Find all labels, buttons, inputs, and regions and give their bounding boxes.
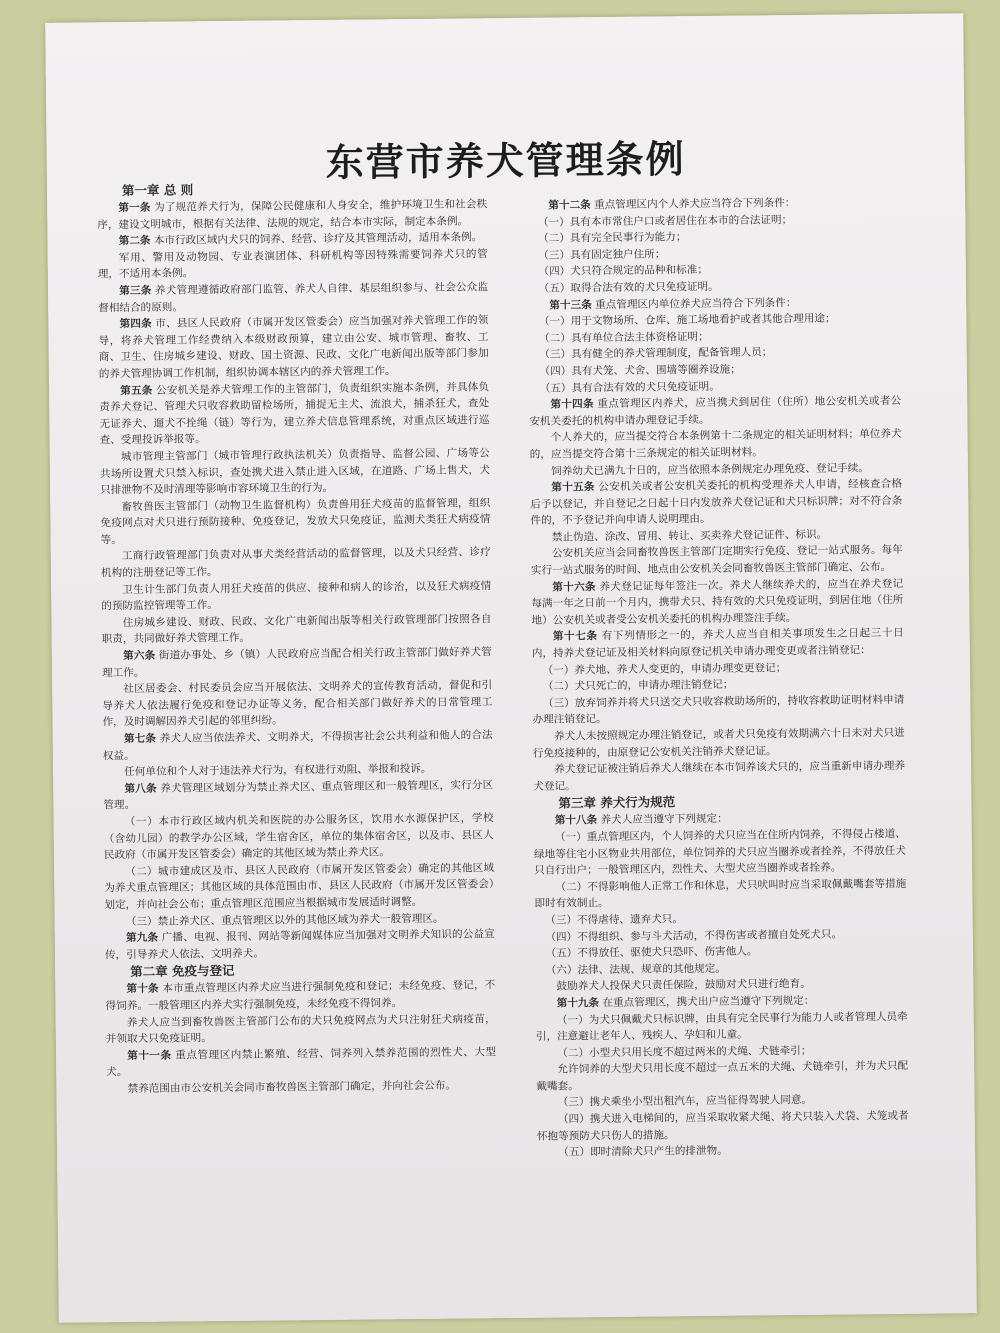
- article-paragraph: （二）城市建成区及市、县区人民政府（市属开发区管委会）确定的其他区域为养犬重点管理区；其他区域的具体范围由市、县区人民政府（市属开发区管委会）划定，并向社会公布；重点管理区范围应当根据城市发展适时调整。: [104, 861, 495, 912]
- article-paragraph: 城市管理主管部门（城市管理行政执法机关）负责指导、监督公园、广场等公共场所设置犬只禁入标识，查处携犬进入禁止进入区域，在道路、广场上售犬，犬只排泄物不及时清理等影响市容环境卫生的行为。: [99, 447, 490, 497]
- chapter-heading: 第三章 养犬行为规范: [558, 794, 676, 811]
- article-number: 第十三条: [549, 298, 592, 312]
- article-paragraph: 个人养犬的，应当提交符合本条例第十二条规定的相关证明材料；单位养犬的，应当提交符合第十三条规定的相关证明材料。: [529, 428, 902, 461]
- article-paragraph: （四）携犬进入电梯间的，应当采取收紧犬绳、将犬只装入犬袋、犬笼或者怀抱等预防犬只伤人的措施。: [536, 1109, 909, 1143]
- clause-item: （四）具有犬笼、犬舍、围墙等圈养设施；: [539, 363, 741, 378]
- article-paragraph: 饲养幼犬已满九十日的，应当依照本条例规定办理免疫、登记手续。: [551, 461, 869, 478]
- article-number: 第四条: [119, 317, 152, 331]
- article-paragraph: 第十一条 重点管理区内禁止繁殖、经营、饲养列入禁养范围的烈性犬、大型犬。: [106, 1045, 497, 1079]
- article-paragraph: 畜牧兽医主管部门（动物卫生监督机构）负责兽用狂犬疫苗的监督管理，组织免疫网点对犬只进行预防接种、免疫登记，发放犬只免疫证，监测犬类狂犬病疫情等。: [100, 496, 491, 547]
- chapter-heading: 第一章 总 则: [121, 182, 194, 199]
- article-paragraph: 第六条 街道办事处、乡（镇）人民政府应当配合相关行政主管部门做好养犬管理工作。: [101, 646, 492, 679]
- article-number: 第十五条: [551, 481, 595, 494]
- article-paragraph: 第五条 公安机关是养犬管理工作的主管部门，负责组织实施本条例，并具体负责养犬登记、管理犬只收容救助留检场所，捕捉无主犬、流浪犬，捕杀狂犬，查处无证养犬、遛犬不拴绳（链）等行为，建立养犬信息管理系统，对重点区域进行巡查、受理投诉举报等。: [99, 380, 490, 447]
- clause-item: （三）放弃饲养并将犬只送交犬只收容救助场所的，持收容救助证明材料申请办理注销登记。: [532, 693, 905, 727]
- clause-item: （二）具有单位合法主体资格证明；: [539, 330, 709, 345]
- article-paragraph: （一）为犬只佩戴犬只标识牌，由具有完全民事行为能力人或者管理人员牵引，注意避让老年人、残疾人、孕妇和儿童。: [535, 1010, 908, 1043]
- article-paragraph: 禁养范围由市公安机关会同市畜牧兽医主管部门确定，并向社会公布。: [127, 1079, 457, 1095]
- article-paragraph: 第七条 养犬人应当依法养犬、文明养犬，不得损害社会公共利益和他人的合法权益。: [102, 729, 493, 762]
- article-paragraph: （三）禁止养犬区、重点管理区以外的其他区域为养犬一般管理区。: [125, 912, 444, 928]
- article-paragraph: 养犬人应当到畜牧兽医主管部门公布的犬只免疫网点为犬只注射狂犬病疫苗，并领取犬只免疫证明。: [105, 1012, 496, 1046]
- article-paragraph: 住房城乡建设、财政、民政、文化广电新闻出版等相关行政管理部门按照各自职责，共同做好养犬管理工作。: [101, 613, 492, 646]
- article-number: 第十二条: [548, 199, 591, 212]
- article-paragraph: （二）小型犬只用长度不超过两米的犬绳、犬链牵引；: [557, 1044, 812, 1060]
- clause-item: （三）不得虐待、遗弃犬只。: [545, 913, 684, 927]
- article-paragraph: 禁止伪造、涂改、冒用、转让、买卖养犬登记证件、标识。: [551, 528, 828, 544]
- left-column: [97, 178, 497, 1098]
- chapter-heading: 第二章 免疫与登记: [130, 963, 235, 980]
- document-title: 东营市养犬管理条例: [325, 136, 686, 185]
- clause-item: （四）不得组织、参与斗犬活动，不得伤害或者擅自处死犬只。: [545, 928, 843, 944]
- article-paragraph: 第十七条 有下列情形之一的，养犬人应当自相关事项发生之日起三十日内，持养犬登记证及相关材料向原登记机关申请办理变更或者注销登记：: [531, 627, 904, 660]
- article-number: 第六条: [122, 649, 156, 663]
- clause-item: （五）具有合法有效的犬只免疫证明。: [539, 380, 720, 395]
- article-paragraph: 第十三条 重点管理区内单位养犬应当符合下列条件：: [549, 296, 797, 312]
- article-number: 第十四条: [550, 398, 594, 411]
- article-paragraph: 公安机关应当会同畜牧兽医主管部门定期实行免疫、登记一站式服务。每年实行一站式服务的时间、地点由公安机关会同畜牧兽医主管部门确定、公布。: [530, 544, 903, 577]
- article-paragraph: 养犬人未按照规定办理注销登记，或者犬只免疫有效期满六十日未对犬只进行免疫接种的，由原登记公安机关注销养犬登记证。: [532, 726, 905, 760]
- article-paragraph: 养犬登记证被注销后养犬人继续在本市饲养该犬只的，应当重新申请办理养犬登记。: [533, 760, 906, 793]
- clause-item: （二）具有完全民事行为能力；: [538, 231, 687, 245]
- article-paragraph: 第十条 本市重点管理区内养犬应当进行强制免疫和登记；未经免疫、登记，不得饲养。一般管理区内养犬实行强制免疫，未经免疫不得饲养。: [105, 979, 496, 1013]
- article-paragraph: 第十八条 养犬人应当遵守下列规定：: [554, 813, 728, 827]
- article-paragraph: 第十二条 重点管理区内个人养犬应当符合下列条件：: [548, 196, 796, 212]
- right-column: [527, 194, 909, 1162]
- article-paragraph: 鼓励养犬人投保犬只责任保险，鼓励对犬只进行绝育。: [556, 978, 811, 993]
- article-paragraph: 第四条 市、县区人民政府（市属开发区管委会）应当加强对养犬管理工作的领导，将养犬管理工作经费纳入本级财政预算，建立由公安、城市管理、畜牧、工商、卫生、住房城乡建设、财政、国土资源、民政、文化广电新闻出版等部门参加的养犬管理协调工作机制，组织协调本辖区内的养犬管理工作。: [98, 314, 489, 381]
- article-number: 第十一条: [127, 1049, 172, 1062]
- clause-item: （一）用于文物场所、仓库、施工场地看护或者其他合理用途；: [538, 312, 836, 328]
- article-number: 第九条: [125, 931, 159, 945]
- article-paragraph: 军用、警用及动物园、专业表演团体、科研机构等因特殊需要饲养犬只的管理，不适用本条例。: [97, 248, 488, 281]
- article-paragraph: （一）重点管理区内，个人饲养的犬只应当在住所内饲养，不得侵占楼道、绿地等住宅小区物业共用部位，单位饲养的犬只应当圈养或者拴养，不得放任犬只自行出户；一般管理区内，烈性犬、大型犬应当圈养或者拴养。: [533, 827, 906, 877]
- clause-item: （四）犬只符合规定的品种和标准；: [538, 264, 709, 279]
- clause-item: （五）不得放任、驱使犬只恐吓、伤害他人。: [545, 945, 758, 960]
- article-number: 第十九条: [556, 997, 600, 1010]
- article-number: 第十八条: [554, 814, 598, 827]
- article-paragraph: 第十九条 在重点管理区，携犬出户应当遵守下列规定：: [556, 994, 815, 1010]
- article-paragraph: 第一条 为了规范养犬行为，保障公民健康和人身安全，维护环境卫生和社会秩序，建设文明城市，根据有关法律、法规的规定，结合本市实际，制定本条例。: [97, 198, 488, 231]
- article-paragraph: 社区居委会、村民委员会应当开展依法、文明养犬的宣传教育活动，督促和引导养犬人依法履行免疫和登记办证等义务，配合相关部门做好养犬的日常管理工作，及时调解因养犬引起的邻里纠纷。: [102, 679, 493, 729]
- article-number: 第五条: [120, 384, 153, 397]
- clause-item: （三）具有固定独户住所；: [538, 248, 666, 262]
- article-number: 第一条: [118, 201, 151, 215]
- article-number: 第二条: [118, 234, 151, 248]
- article-paragraph: 第十四条 重点管理区内养犬，应当携犬到居住（住所）地公安机关或者公安机关委托的机构申请办理登记手续。: [529, 395, 902, 428]
- article-paragraph: 卫生计生部门负责人用狂犬疫苗的供应、接种和病人的诊治，以及狂犬病疫情的预防监控管理等工作。: [101, 579, 492, 613]
- article-number: 第十七条: [552, 630, 598, 643]
- clause-item: （六）法律、法规、规章的其他规定。: [545, 962, 726, 977]
- clause-item: （一）养犬地、养犬人变更的，申请办理变更登记；: [542, 661, 787, 677]
- article-paragraph: （五）即时清除犬只产生的排泄物。: [558, 1145, 728, 1159]
- article-paragraph: 第十六条 养犬登记证每年签注一次。养犬人继续养犬的，应当在养犬登记每满一年之日前一个月内，携带犬只、持有效的犬只免疫证明，到居住地（住所地）公安机关或者受公安机关委托的机构办理签注手续。: [531, 577, 904, 627]
- article-number: 第八条: [124, 782, 157, 795]
- article-paragraph: （二）不得影响他人正常工作和休息，犬只吠叫时应当采取佩戴嘴套等措施即时有效制止。: [534, 877, 907, 911]
- article-paragraph: 工商行政管理部门负责对从事犬类经营活动的监督管理，以及犬只经营、诊疗机构的注册登记等工作。: [100, 546, 491, 580]
- article-paragraph: 第二条 本市行政区域内犬只的饲养、经营、诊疗及其管理活动，适用本条例。: [118, 231, 483, 248]
- article-number: 第十条: [126, 983, 159, 996]
- article-paragraph: 第十五条 公安机关或者公安机关委托的机构受理养犬人申请，经核查合格后予以登记，并自登记之日起十日内发放养犬登记证和犬只标识牌；对不符合条件的，不予登记并向申请人说明理由。: [530, 477, 903, 528]
- article-paragraph: 第八条 养犬管理区域划分为禁止养犬区、重点管理区和一般管理区，实行分区管理。: [103, 778, 494, 812]
- article-number: 第七条: [123, 732, 157, 746]
- article-number: 第十六条: [552, 580, 596, 594]
- clause-item: （二）犬只死亡的，申请办理注销登记；: [542, 678, 734, 693]
- clause-item: （一）具有本市常住户口或者居住在本市的合法证明；: [537, 213, 793, 229]
- clause-item: （五）取得合法有效的犬只免疫证明。: [538, 280, 719, 295]
- article-paragraph: 允许饲养的大型犬只用长度不超过一点五米的犬绳、犬链牵引，并为犬只配戴嘴套。: [536, 1060, 909, 1093]
- clause-item: （三）具有健全的养犬管理制度，配备管理人员；: [539, 346, 773, 362]
- article-number: 第三条: [119, 284, 152, 298]
- article-paragraph: 第九条 广播、电视、报刊、网站等新闻媒体应当加强对文明养犬知识的公益宣传，引导养犬人依法、文明养犬。: [104, 928, 495, 961]
- article-paragraph: （一）本市行政区域内机关和医院的办公服务区，饮用水水源保护区，学校（含幼儿园）的教学办公区域，学生宿舍区，单位的集体宿舍区，以及市、县区人民政府（市属开发区管委会）确定的其他区域为禁止养犬区。: [103, 812, 494, 862]
- article-paragraph: （三）携犬乘坐小型出租汽车，应当征得驾驶人同意。: [557, 1094, 813, 1110]
- document-sheet: [45, 13, 977, 1323]
- article-paragraph: 任何单位和个人对于违法养犬行为，有权进行劝阻、举报和投诉。: [124, 763, 432, 779]
- article-paragraph: 第三条 养犬管理遵循政府部门监管、养犬人自律、基层组织参与、社会公众监督相结合的原则。: [98, 281, 489, 314]
